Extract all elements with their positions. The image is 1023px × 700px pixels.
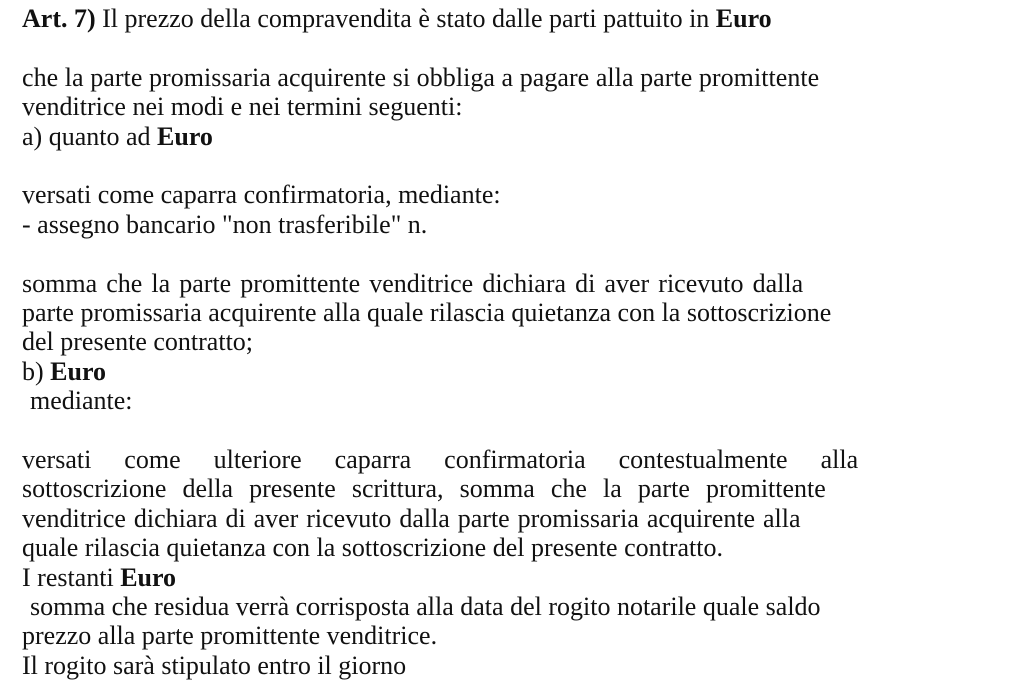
clause-b-euro: Euro [50,356,107,386]
blank-line [22,416,940,445]
blank-line [22,33,940,62]
obligation-line-1: che la parte promissaria acquirente si obbliga a pagare alla parte promittente [22,62,820,92]
clause-b-prefix: b) [22,356,44,386]
remaining-prefix: I restanti [22,562,114,592]
remaining-line [22,563,940,592]
clause-b-means: mediante: [30,386,133,416]
clause-a-euro: Euro [157,121,213,151]
blank-line [22,151,940,180]
remaining-line-1: somma che residua verrà corrisposta alla data del rogito notarile quale saldo [30,592,821,622]
further-line-3: venditrice dichiara di aver ricevuto dalla parte promissaria acquirente alla [22,503,801,533]
clause-a-prefix: a) quanto ad [22,121,151,151]
art7-line [22,4,940,33]
further-line-2: sottoscrizione della presente scrittura, somma che la parte promittente [22,474,826,504]
art7-euro: Euro [715,4,772,33]
further-line-4: quale rilascia quietanza con la sottoscrizione del presente contratto. [22,533,723,563]
deposit-line-2: - assegno bancario "non trasferibile" n. [22,209,428,239]
clause-a-line [22,122,940,151]
art7-intro: Il prezzo della compravendita è stato dalle parti pattuito in [102,4,710,33]
remaining-line-2: prezzo alla parte promittente venditrice. [22,621,438,651]
clause-b-line [22,357,940,386]
blank-line [22,239,940,268]
receipt-line-2: parte promissaria acquirente alla quale rilascia quietanza con la sottoscrizione [22,298,832,328]
receipt-line-3: del presente contratto; [22,327,254,357]
obligation-line-2: venditrice nei modi e nei termini seguenti: [22,92,463,122]
deposit-line-1: versati come caparra confirmatoria, mediante: [22,180,501,210]
remaining-euro: Euro [120,562,177,592]
further-line-1: versati come ulteriore caparra confirmatoria contestualmente alla [22,445,859,475]
contract-document [22,4,940,680]
art7-label: Art. 7) [22,4,96,33]
deed-line: Il rogito sarà stipulato entro il giorno [22,650,407,680]
receipt-line-1: somma che la parte promittente venditrice dichiara di aver ricevuto dalla [22,268,804,298]
